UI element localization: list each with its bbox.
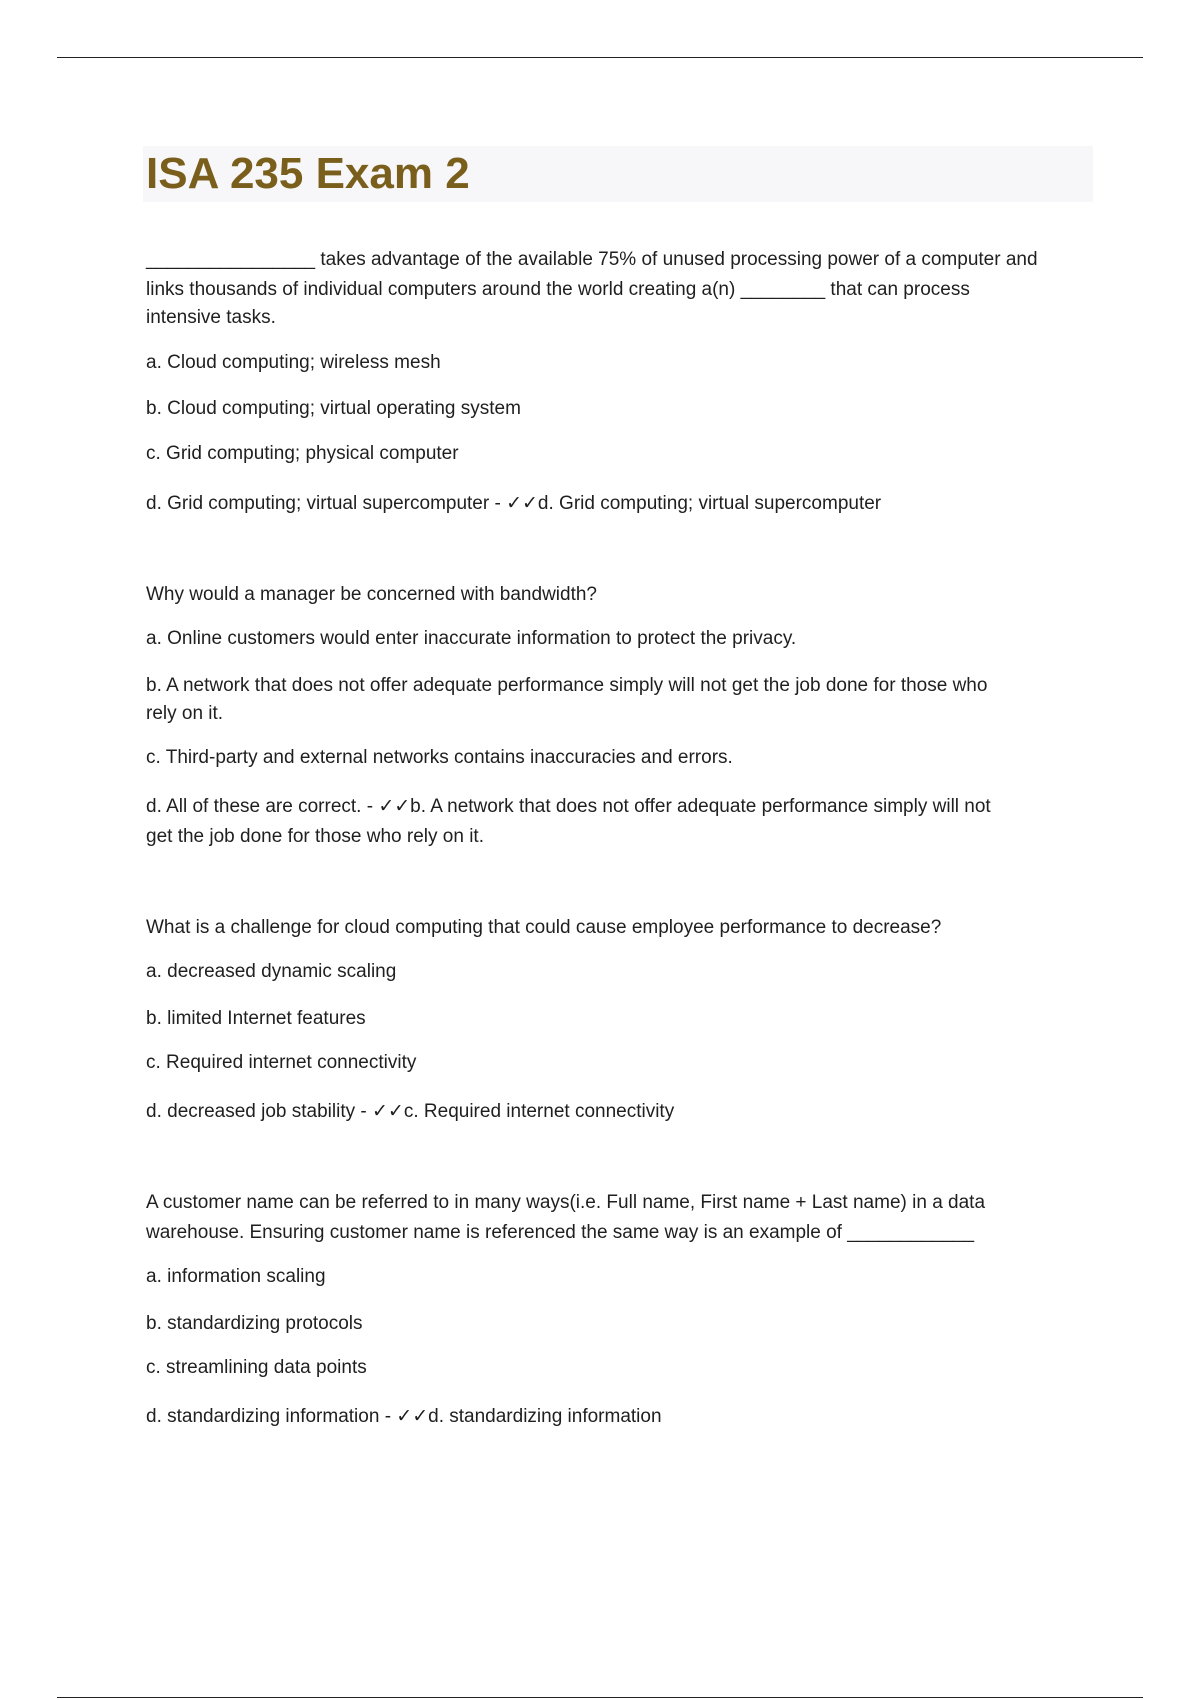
question-3-option-b: b. limited Internet features	[146, 1008, 366, 1029]
document-title: ISA 235 Exam 2	[146, 149, 470, 198]
bottom-rule	[57, 1697, 1143, 1698]
question-4-prompt-line-1: A customer name can be referred to in many ways(i.e. Full name, First name + Last name) in a data	[146, 1192, 986, 1213]
question-4-option-d-answer: d. standardizing information - ✓✓d. standardizing information	[146, 1406, 662, 1427]
top-rule	[57, 57, 1143, 58]
question-1-prompt-line-2: links thousands of individual computers around the world creating a(n) ________ that can process	[146, 279, 970, 300]
question-4-option-a: a. information scaling	[146, 1266, 326, 1287]
question-2-prompt: Why would a manager be concerned with bandwidth?	[146, 584, 597, 605]
question-1-prompt-line-3: intensive tasks.	[146, 307, 276, 328]
question-2-option-d-answer-line-2: get the job done for those who rely on it.	[146, 826, 484, 847]
question-3-prompt: What is a challenge for cloud computing that could cause employee performance to decrease?	[146, 917, 942, 938]
question-2-option-b-line-2: rely on it.	[146, 703, 224, 724]
question-4-option-c: c. streamlining data points	[146, 1357, 367, 1378]
question-1-option-c: c. Grid computing; physical computer	[146, 443, 459, 464]
question-2-option-b-line-1: b. A network that does not offer adequate performance simply will not get the job done for those who	[146, 675, 988, 696]
question-2-option-d-answer-line-1: d. All of these are correct. - ✓✓b. A network that does not offer adequate performance simply will not	[146, 796, 991, 817]
question-4-option-b: b. standardizing protocols	[146, 1313, 363, 1334]
question-1-option-a: a. Cloud computing; wireless mesh	[146, 352, 441, 373]
question-4-prompt-line-2: warehouse. Ensuring customer name is referenced the same way is an example of ____________	[146, 1222, 975, 1243]
question-3-option-a: a. decreased dynamic scaling	[146, 961, 397, 982]
question-1-option-b: b. Cloud computing; virtual operating system	[146, 398, 521, 419]
question-2-option-c: c. Third-party and external networks contains inaccuracies and errors.	[146, 747, 733, 768]
question-1-option-d-answer: d. Grid computing; virtual supercomputer - ✓✓d. Grid computing; virtual supercomputer	[146, 493, 882, 514]
question-3-option-c: c. Required internet connectivity	[146, 1052, 417, 1073]
question-2-option-a: a. Online customers would enter inaccurate information to protect the privacy.	[146, 628, 797, 649]
question-1-prompt-line-1: ________________ takes advantage of the available 75% of unused processing power of a computer and	[146, 249, 1038, 270]
question-3-option-d-answer: d. decreased job stability - ✓✓c. Required internet connectivity	[146, 1101, 675, 1122]
